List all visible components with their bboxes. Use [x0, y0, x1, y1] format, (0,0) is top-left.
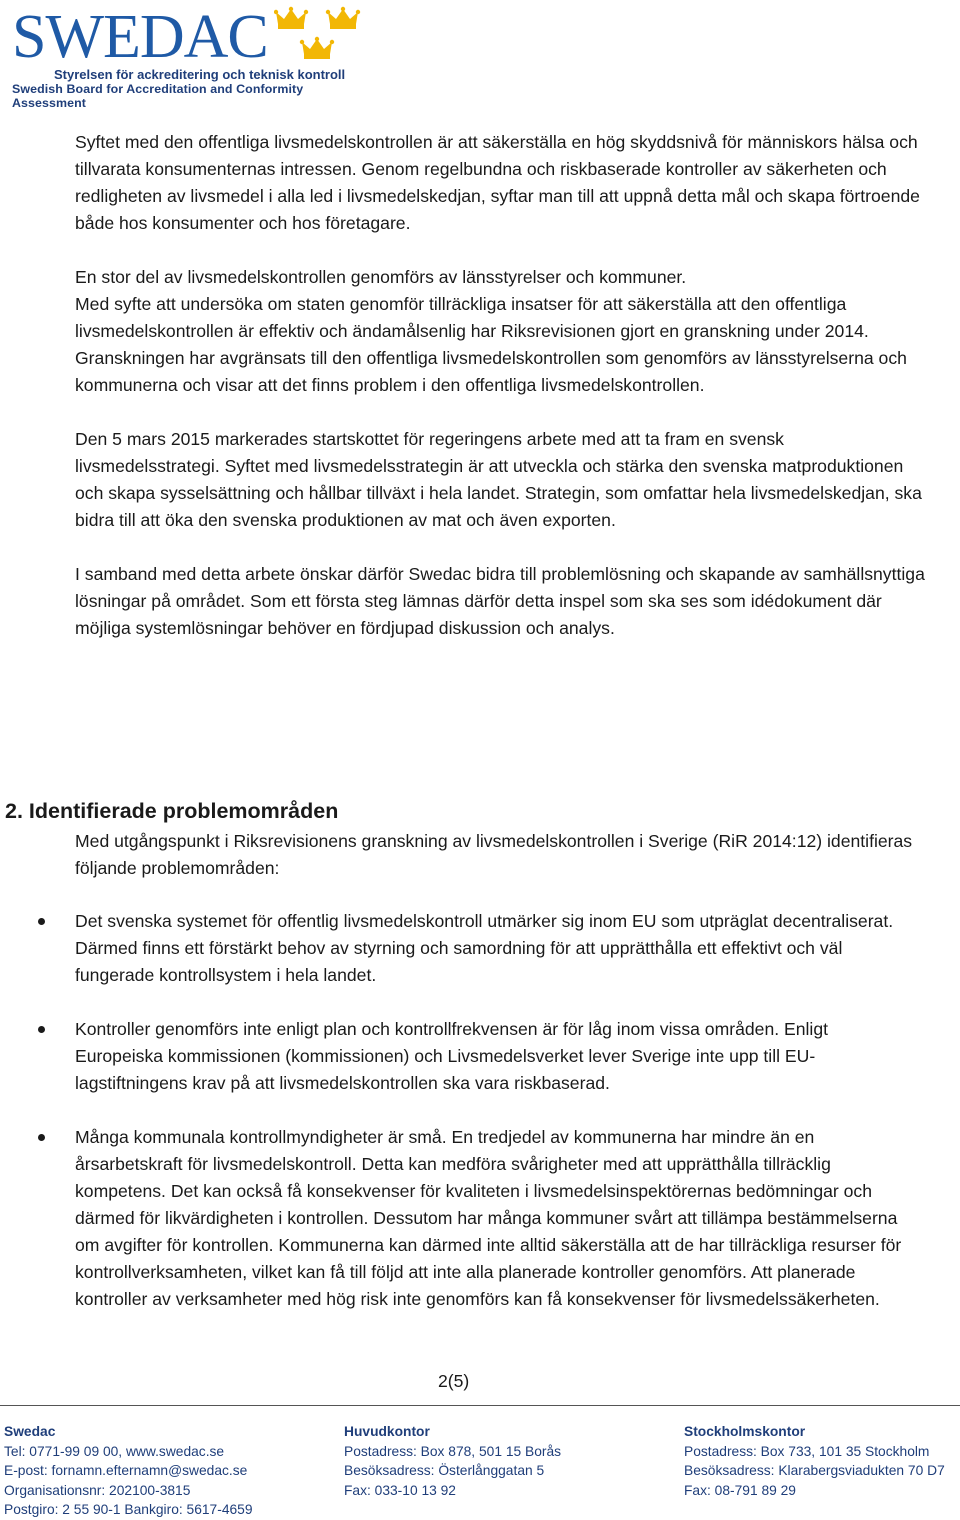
list-item	[28, 1124, 918, 1313]
list-item	[28, 1016, 918, 1097]
problem-list	[28, 908, 918, 1340]
page-number: 2(5)	[438, 1371, 470, 1391]
section-intro	[75, 828, 935, 882]
footer-line: E-post: fornamn.efternamn@swedac.se	[4, 1463, 248, 1479]
three-crowns-icon	[274, 6, 374, 68]
bullet-dot-icon	[38, 1026, 45, 1033]
intro-paragraph: Med utgångspunkt i Riksrevisionens granskning av livsmedelskontrollen i Sverige (RiR 2014:12) identifieras följande problemområden:	[75, 831, 913, 878]
footer-column-swedac	[4, 1422, 253, 1520]
swedac-logo	[12, 3, 372, 110]
list-item-text: Det svenska systemet för offentlig livsmedelskontroll utmärker sig inom EU som utpräglat decentraliserat. Därmed finns ett förstärkt behov av styrning och samordning för att upprätthålla ett effektivt och väl fungerade kontrollsystem i hela landet.	[75, 911, 894, 985]
paragraph: I samband med detta arbete önskar därför Swedac bidra till problemlösning och skapande av samhällsnyttiga lösningar på området. Som ett första steg lämnas därför detta inspel som ska ses som idédokument där möjliga systemlösningar behöver en fördjupad diskussion och analys.	[75, 564, 925, 638]
list-item-text: Kontroller genomförs inte enligt plan och kontrollfrekvensen är för låg inom vissa områden. Enligt Europeiska kommissionen (kommissionen) och Livsmedelsverket lever Sverige inte upp till EU-lagstiftningens krav på att livsmedelskontrollen ska vara riskbaserad.	[75, 1019, 829, 1093]
logo-tagline-english: Swedish Board for Accreditation and Conformity Assessment	[12, 82, 304, 110]
section-heading: 2. Identifierade problemområden	[5, 799, 339, 823]
footer-column-huvudkontor	[344, 1422, 561, 1500]
footer-line: Postadress: Box 733, 101 35 Stockholm	[684, 1443, 930, 1459]
logo-tagline-swedish: Styrelsen för ackreditering och teknisk kontroll	[54, 67, 346, 82]
footer-line: Postadress: Box 878, 501 15 Borås	[344, 1443, 562, 1459]
footer-divider	[0, 1405, 960, 1406]
footer-line: Organisationsnr: 202100-3815	[4, 1482, 191, 1498]
bullet-dot-icon	[38, 1134, 45, 1141]
footer-line: Fax: 08-791 89 29	[684, 1482, 796, 1498]
paragraph: En stor del av livsmedelskontrollen genomförs av länsstyrelser och kommuner.	[75, 267, 687, 287]
footer-line: Postgiro: 2 55 90-1 Bankgiro: 5617-4659	[4, 1502, 253, 1518]
document-body	[75, 129, 925, 669]
footer-title: Huvudkontor	[344, 1424, 430, 1439]
footer-column-stockholmskontor	[684, 1422, 945, 1500]
footer-title: Stockholmskontor	[684, 1424, 806, 1439]
paragraph: Med syfte att undersöka om staten genomför tillräckliga insatser för att säkerställa att den offentliga livsmedelskontrollen är effektiv och ändamålsenlig har Riksrevisionen gjort en granskning under 2014. Granskningen har avgränsats till den offentliga livsmedelskontrollen som genomförs av länsstyrelserna och kommunerna och visar att det finns problem i den offentliga livsmedelskontrollen.	[75, 294, 907, 395]
footer-line: Fax: 033-10 13 92	[344, 1482, 456, 1498]
logo-wordmark: SWEDAC	[12, 3, 268, 71]
footer-line: Besöksadress: Klarabergsviadukten 70 D7	[684, 1463, 945, 1479]
list-item	[28, 908, 918, 989]
footer-line: Besöksadress: Österlånggatan 5	[344, 1463, 545, 1479]
list-item-text: Många kommunala kontrollmyndigheter är små. En tredjedel av kommunerna har mindre än en årsarbetskraft för livsmedelskontroll. Detta kan medföra svårigheter med att upprätthålla tillräcklig kompetens. Det kan också få konsekvenser för kvaliteten i livsmedelsinspektörernas bedömningar och därmed för likvärdigheten i kontrollen. Dessutom har många kommuner svårt att tillämpa bestämmelserna om avgifter för kontrollen. Kommunerna kan därmed inte alltid säkerställa att de har tillräckliga resurser för kontrollverksamheten, vilket kan få till följd att inte alla planerade kontroller genomförs. Att planerade kontroller av verksamheter med hög risk inte genomförs kan få konsekvenser för livsmedelssäkerheten.	[75, 1127, 902, 1309]
paragraph: Den 5 mars 2015 markerades startskottet för regeringens arbete med att ta fram en svensk livsmedelsstrategi. Syftet med livsmedelsstrategin är att utveckla och stärka den svenska matproduktionen och skapa sysselsättning och hållbar tillväxt i hela landet. Strategin, som omfattar hela livsmedelskedjan, ska bidra till att öka den svenska produktionen av mat och även exporten.	[75, 429, 922, 530]
paragraph: Syftet med den offentliga livsmedelskontrollen är att säkerställa en hög skyddsnivå för människors hälsa och tillvarata konsumenternas intressen. Genom regelbundna och riskbaserade kontroller av säkerheten och redligheten av livsmedel i alla led i livsmedelskedjan, syftar man till att uppnå detta mål och skapa förtroende både hos konsumenter och hos företagare.	[75, 132, 920, 233]
footer-title: Swedac	[4, 1424, 56, 1439]
footer-line: Tel: 0771-99 09 00, www.swedac.se	[4, 1443, 225, 1459]
bullet-dot-icon	[38, 918, 45, 925]
